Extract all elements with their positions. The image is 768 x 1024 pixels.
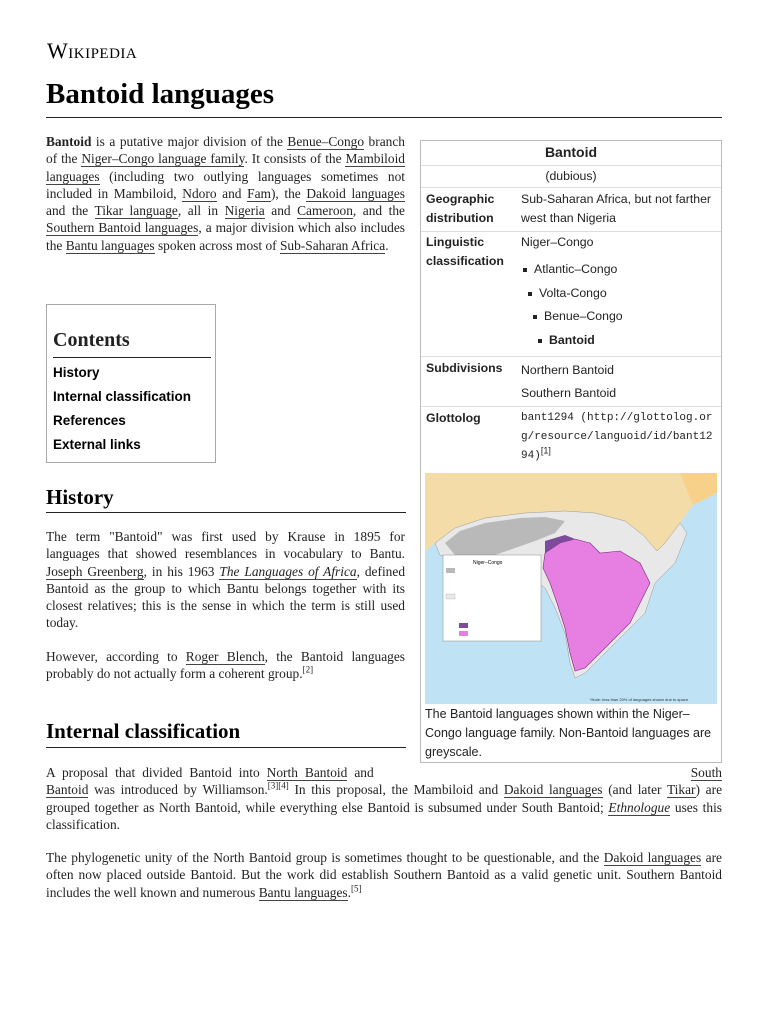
toc-item-history[interactable]: History [53, 365, 100, 380]
classification-divider [46, 747, 406, 748]
map-caption: The Bantoid languages shown within the Niger–Congo language family. Non-Bantoid languages are greyscale. [425, 707, 712, 759]
geo-value: Sub-Saharan Africa, but not farther west than Nigeria [521, 192, 712, 225]
bold-term: Bantoid [46, 134, 92, 149]
glottolog-label: Glottolog [426, 411, 481, 425]
ling-tree-item[interactable]: Volta-Congo [528, 284, 724, 303]
geo-label: Geographic distribution [426, 192, 495, 225]
bantoid-map[interactable] [425, 473, 717, 704]
history-paragraph-1: The term "Bantoid" was first used by Krause in 1895 for languages that showed resemblances in vocabulary to Bantu. Joseph Greenberg, in his 1963 The Languages of Africa, defined Bantoid as the group to which Bantu belongs together with its closest relatives; this is the sense in which the term is still used today. [46, 529, 406, 631]
legend-swatch [446, 594, 455, 599]
reference-4[interactable]: [4] [278, 780, 289, 791]
table-of-contents [46, 304, 216, 463]
glottolog-value[interactable]: bant1294 (http://glottolog.org/resource/languoid/id/bant1294)[1] [521, 412, 713, 462]
map-legend [443, 555, 541, 641]
ling-tree-item[interactable]: Benue–Congo [533, 307, 729, 326]
toc-item-external-links[interactable]: External links [53, 437, 141, 452]
link-ethnologue[interactable]: Ethnologue [608, 799, 671, 815]
link-dakoid[interactable]: Dakoid languages [306, 185, 405, 201]
link-fam[interactable]: Fam [247, 185, 271, 201]
link-mambiloid[interactable]: Mambiloid languages [46, 151, 405, 184]
toc-divider [53, 357, 211, 358]
subdivision-item[interactable]: Southern Bantoid [521, 386, 617, 400]
subdivision-item[interactable]: Northern Bantoid [521, 363, 614, 377]
bullet-icon [538, 339, 542, 343]
wikipedia-wordmark: Wikipedia [47, 38, 138, 63]
link-ndoro[interactable]: Ndoro [182, 185, 217, 201]
link-bantu[interactable]: Bantu languages [65, 237, 155, 253]
infobox-header: Bantoid [421, 141, 721, 166]
link-nigeria[interactable]: Nigeria [224, 203, 265, 219]
reference-1[interactable]: [1] [540, 445, 551, 456]
link-southern-bantoid[interactable]: Southern Bantoid languages [46, 220, 199, 236]
infobox-subheader: (dubious) [421, 165, 721, 188]
legend-swatch [446, 568, 455, 573]
link-roger-blench[interactable]: Roger Blench [185, 649, 265, 664]
map-note: *Note: less than 20% of languages shown due to space [590, 697, 689, 702]
link-benue-congo[interactable]: Benue–Congo [287, 134, 365, 149]
classification-heading: Internal classification [46, 719, 241, 743]
page-title: Bantoid languages [46, 78, 275, 110]
subdivisions-label: Subdivisions [426, 361, 503, 375]
link-dakoid-languages-2[interactable]: Dakoid languages [603, 850, 702, 865]
ling-root[interactable]: Niger–Congo [521, 235, 594, 249]
link-tikar[interactable]: Tikar language [94, 203, 178, 219]
linguistic-label: Linguistic classification [426, 235, 504, 268]
classification-paragraph-1: A proposal that divided Bantoid into North Bantoid and South Bantoid was introduced by Williamson.[3][4] In this proposal, the Mambiloid and Dakoid languages (and later Tikar) are grouped together as North Bantoid, while everything else Bantoid is subsumed under South Bantoid; Ethnologue uses this classification. [46, 765, 723, 832]
toc-item-internal-classification[interactable]: Internal classification [53, 389, 192, 404]
map-legend-title: Niger–Congo [473, 560, 503, 566]
toc-item-references[interactable]: References [53, 413, 126, 428]
link-south-bantoid[interactable]: South Bantoid [46, 765, 722, 798]
infobox-row-divider [421, 406, 721, 407]
link-sub-saharan-africa[interactable]: Sub-Saharan Africa [279, 237, 386, 253]
link-languages-of-africa[interactable]: The Languages of Africa [219, 563, 357, 579]
link-dakoid-languages[interactable]: Dakoid languages [503, 782, 603, 798]
intro-paragraph: Bantoid is a putative major division of the Benue–Congo branch of the Niger–Congo language family. It consists of the Mambiloid languages (including two outlying languages sometimes not included in Mambiloid, Ndoro and Fam), the Dakoid languages and the Tikar language, all in Nigeria and Cameroon, and the Southern Bantoid languages, a major division which also includes the Bantu languages spoken across most of Sub-Saharan Africa. [46, 134, 405, 253]
link-cameroon[interactable]: Cameroon [297, 203, 353, 219]
ling-tree-item[interactable]: Atlantic–Congo [523, 260, 719, 279]
infobox [420, 140, 722, 763]
reference-3[interactable]: [3] [267, 780, 279, 791]
link-niger-congo[interactable]: Niger–Congo language family [81, 151, 245, 167]
bullet-icon [523, 268, 527, 272]
history-paragraph-2: However, according to Roger Blench, the Bantoid languages probably do not actually form a coherent group.[2] [46, 649, 405, 682]
title-divider [46, 117, 722, 118]
link-north-bantoid[interactable]: North Bantoid [266, 765, 348, 780]
link-joseph-greenberg[interactable]: Joseph Greenberg [46, 563, 144, 579]
link-tikar-2[interactable]: Tikar [666, 782, 696, 798]
bullet-icon [533, 315, 537, 319]
history-heading: History [46, 485, 114, 509]
reference-5[interactable]: [5] [350, 883, 362, 894]
legend-swatch [459, 623, 468, 628]
ling-tree-item-current: Bantoid [538, 331, 734, 350]
bullet-icon [528, 292, 532, 296]
reference-2[interactable]: [2] [302, 664, 314, 675]
link-bantu-languages[interactable]: Bantu languages [258, 884, 348, 900]
infobox-row-divider [421, 356, 721, 357]
infobox-row-divider [421, 231, 721, 232]
legend-swatch [459, 631, 468, 636]
toc-title: Contents [53, 329, 130, 351]
history-divider [46, 512, 406, 513]
classification-paragraph-2: The phylogenetic unity of the North Bantoid group is sometimes thought to be questionable, and the Dakoid languages are often now placed outside Bantoid. But the work did establish Southern Bantoid as a valid genetic unit. Southern Bantoid includes the well known and numerous Bantu languages.[5] [46, 850, 722, 900]
